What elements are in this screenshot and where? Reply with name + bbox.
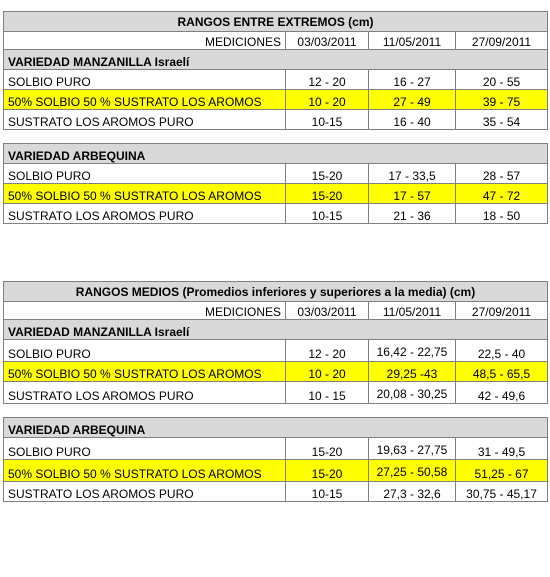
cell-date-1: 15-20	[286, 184, 369, 204]
cell-date-3: 18 - 50	[456, 204, 548, 224]
table-row	[4, 482, 548, 502]
cell-date-2: 17 - 57	[369, 184, 456, 204]
table-title: RANGOS ENTRE EXTREMOS (cm)	[4, 12, 548, 32]
table-row-highlighted	[4, 460, 548, 482]
column-header-date-3: 27/09/2011	[456, 32, 548, 50]
row-label: SOLBIO PURO	[4, 340, 286, 362]
cell-date-3: 39 - 75	[456, 90, 548, 110]
table-title: RANGOS MEDIOS (Promedios inferiores y superiores a la media) (cm)	[4, 282, 548, 302]
column-header-date-3: 27/09/2011	[456, 302, 548, 320]
column-header-row	[4, 32, 548, 50]
section-header-row	[4, 320, 548, 340]
table-row-highlighted	[4, 90, 548, 110]
row-label: SUSTRATO LOS AROMOS PURO	[4, 482, 286, 502]
cell-date-3: 48,5 - 65,5	[456, 362, 548, 382]
section-header: VARIEDAD MANZANILLA Israelí	[4, 320, 548, 340]
section-header-row	[4, 144, 548, 164]
row-label: SOLBIO PURO	[4, 70, 286, 90]
mean-ranges-table	[3, 281, 548, 502]
spacer-cell	[4, 130, 548, 144]
row-label: 50% SOLBIO 50 % SUSTRATO LOS AROMOS	[4, 362, 286, 382]
cell-date-3: 35 - 54	[456, 110, 548, 130]
row-label: SOLBIO PURO	[4, 438, 286, 460]
spacer-row	[4, 404, 548, 418]
table-row-highlighted	[4, 184, 548, 204]
column-header-mediciones: MEDICIONES	[4, 32, 286, 50]
spacer-row	[4, 130, 548, 144]
column-header-date-1: 03/03/2011	[286, 32, 369, 50]
table-row	[4, 438, 548, 460]
cell-date-2: 19,63 - 27,75	[369, 438, 456, 460]
cell-date-2: 16 - 40	[369, 110, 456, 130]
cell-date-3: 31 - 49,5	[456, 438, 548, 460]
cell-date-3: 22,5 - 40	[456, 340, 548, 362]
cell-date-1: 15-20	[286, 164, 369, 184]
row-label: 50% SOLBIO 50 % SUSTRATO LOS AROMOS	[4, 460, 286, 482]
cell-date-1: 12 - 20	[286, 340, 369, 362]
section-header-row	[4, 50, 548, 70]
cell-date-2: 21 - 36	[369, 204, 456, 224]
cell-date-3: 28 - 57	[456, 164, 548, 184]
column-header-date-2: 11/05/2011	[369, 32, 456, 50]
row-label: SUSTRATO LOS AROMOS PURO	[4, 382, 286, 404]
row-label: SUSTRATO LOS AROMOS PURO	[4, 110, 286, 130]
row-label: SUSTRATO LOS AROMOS PURO	[4, 204, 286, 224]
cell-date-1: 15-20	[286, 438, 369, 460]
spacer-cell	[4, 404, 548, 418]
column-header-date-2: 11/05/2011	[369, 302, 456, 320]
cell-date-2: 16 - 27	[369, 70, 456, 90]
table-row	[4, 70, 548, 90]
row-label: SOLBIO PURO	[4, 164, 286, 184]
cell-date-3: 51,25 - 67	[456, 460, 548, 482]
cell-date-2: 17 - 33,5	[369, 164, 456, 184]
extreme-ranges-table	[3, 11, 548, 224]
cell-date-3: 20 - 55	[456, 70, 548, 90]
table-row	[4, 382, 548, 404]
cell-date-1: 10-15	[286, 110, 369, 130]
cell-date-1: 10-15	[286, 482, 369, 502]
row-label: 50% SOLBIO 50 % SUSTRATO LOS AROMOS	[4, 184, 286, 204]
cell-date-2: 20,08 - 30,25	[369, 382, 456, 404]
section-header: VARIEDAD MANZANILLA Israelí	[4, 50, 548, 70]
cell-date-1: 10 - 20	[286, 362, 369, 382]
cell-date-2: 27,25 - 50,58	[369, 460, 456, 482]
cell-date-2: 27,3 - 32,6	[369, 482, 456, 502]
cell-date-1: 12 - 20	[286, 70, 369, 90]
table-row	[4, 110, 548, 130]
column-header-row	[4, 302, 548, 320]
section-header-row	[4, 418, 548, 438]
cell-date-3: 47 - 72	[456, 184, 548, 204]
cell-date-1: 15-20	[286, 460, 369, 482]
cell-date-1: 10 - 20	[286, 90, 369, 110]
column-header-date-1: 03/03/2011	[286, 302, 369, 320]
table-row	[4, 164, 548, 184]
table-row	[4, 204, 548, 224]
cell-date-2: 27 - 49	[369, 90, 456, 110]
cell-date-1: 10-15	[286, 204, 369, 224]
cell-date-2: 29,25 -43	[369, 362, 456, 382]
section-header: VARIEDAD ARBEQUINA	[4, 418, 548, 438]
section-header: VARIEDAD ARBEQUINA	[4, 144, 548, 164]
table-row	[4, 340, 548, 362]
cell-date-2: 16,42 - 22,75	[369, 340, 456, 362]
cell-date-3: 30,75 - 45,17	[456, 482, 548, 502]
column-header-mediciones: MEDICIONES	[4, 302, 286, 320]
table-row-highlighted	[4, 362, 548, 382]
cell-date-3: 42 - 49,6	[456, 382, 548, 404]
row-label: 50% SOLBIO 50 % SUSTRATO LOS AROMOS	[4, 90, 286, 110]
cell-date-1: 10 - 15	[286, 382, 369, 404]
table-title-row	[4, 12, 548, 32]
table-title-row	[4, 282, 548, 302]
